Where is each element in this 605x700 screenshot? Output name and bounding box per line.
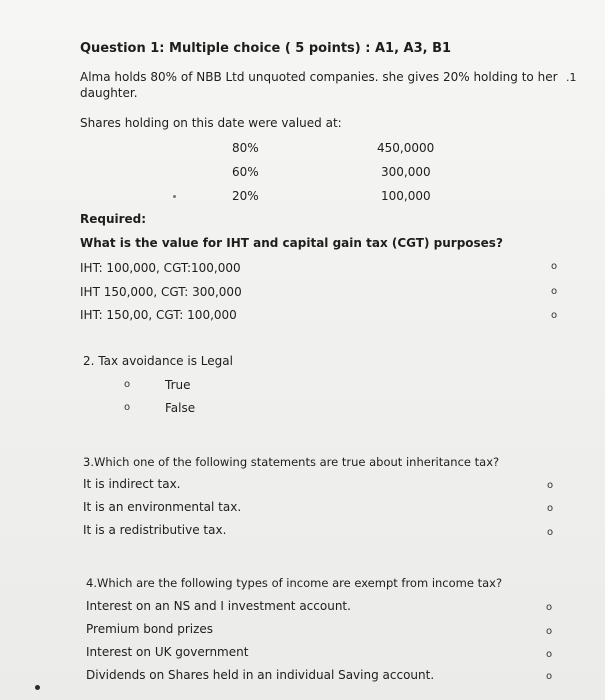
- q4-option-4-radio[interactable]: o: [546, 671, 553, 682]
- page-marker: .1: [566, 71, 577, 84]
- q3-option-label: It is indirect tax.: [83, 477, 181, 491]
- q4-option-1-radio[interactable]: o: [546, 602, 553, 613]
- question-title: Question 1: Multiple choice ( 5 points) : A1, A3, B1: [80, 41, 452, 56]
- q2-option-false-radio[interactable]: o: [124, 402, 131, 413]
- q3-question: 3.Which one of the following statements are true about inheritance tax?: [83, 455, 500, 469]
- speck: [35, 685, 40, 690]
- q1-table-value: 300,000: [381, 165, 431, 179]
- q3-option-label: It is an environmental tax.: [83, 500, 242, 514]
- q2-question: 2. Tax avoidance is Legal: [83, 354, 233, 368]
- q4-option-3-radio[interactable]: o: [546, 649, 553, 660]
- q1-table-pct: 60%: [232, 165, 259, 179]
- q4-option-2-radio[interactable]: o: [546, 626, 553, 637]
- q4-option-label: Interest on an NS and I investment account.: [86, 599, 351, 613]
- q4-option-label: Premium bond prizes: [86, 622, 214, 636]
- q1-table-pct: 80%: [232, 141, 259, 155]
- q4-question: 4.Which are the following types of income are exempt from income tax?: [86, 576, 503, 590]
- q3-option-1-radio[interactable]: o: [547, 480, 554, 491]
- speck: [173, 195, 176, 198]
- q1-option-label: IHT 150,000, CGT: 300,000: [80, 285, 242, 299]
- q1-option-2-radio[interactable]: o: [551, 286, 558, 297]
- q2-option-true-radio[interactable]: o: [124, 379, 131, 390]
- q1-option-1-radio[interactable]: o: [551, 261, 558, 272]
- q1-option-label: IHT: 100,000, CGT:100,000: [80, 261, 241, 275]
- q2-option-true-label: True: [165, 378, 191, 392]
- q1-table-pct: 20%: [232, 189, 259, 203]
- q1-table-value: 100,000: [381, 189, 431, 203]
- q1-option-label: IHT: 150,00, CGT: 100,000: [80, 308, 237, 322]
- q1-required: Required:: [80, 212, 147, 226]
- q4-option-label: Dividends on Shares held in an individual Saving account.: [86, 668, 435, 682]
- q4-option-label: Interest on UK government: [86, 645, 249, 659]
- q3-option-3-radio[interactable]: o: [547, 527, 554, 538]
- q1-intro-line1: Alma holds 80% of NBB Ltd unquoted companies. she gives 20% holding to her: [80, 70, 558, 84]
- q1-option-3-radio[interactable]: o: [551, 310, 558, 321]
- q3-option-label: It is a redistributive tax.: [83, 523, 227, 537]
- q1-table-value: 450,0000: [377, 141, 435, 155]
- q2-option-false-label: False: [165, 401, 196, 415]
- q1-shares-label: Shares holding on this date were valued at:: [80, 116, 342, 130]
- q3-option-2-radio[interactable]: o: [547, 503, 554, 514]
- q1-intro-line2: daughter.: [80, 86, 138, 100]
- q1-question: What is the value for IHT and capital gain tax (CGT) purposes?: [80, 236, 503, 250]
